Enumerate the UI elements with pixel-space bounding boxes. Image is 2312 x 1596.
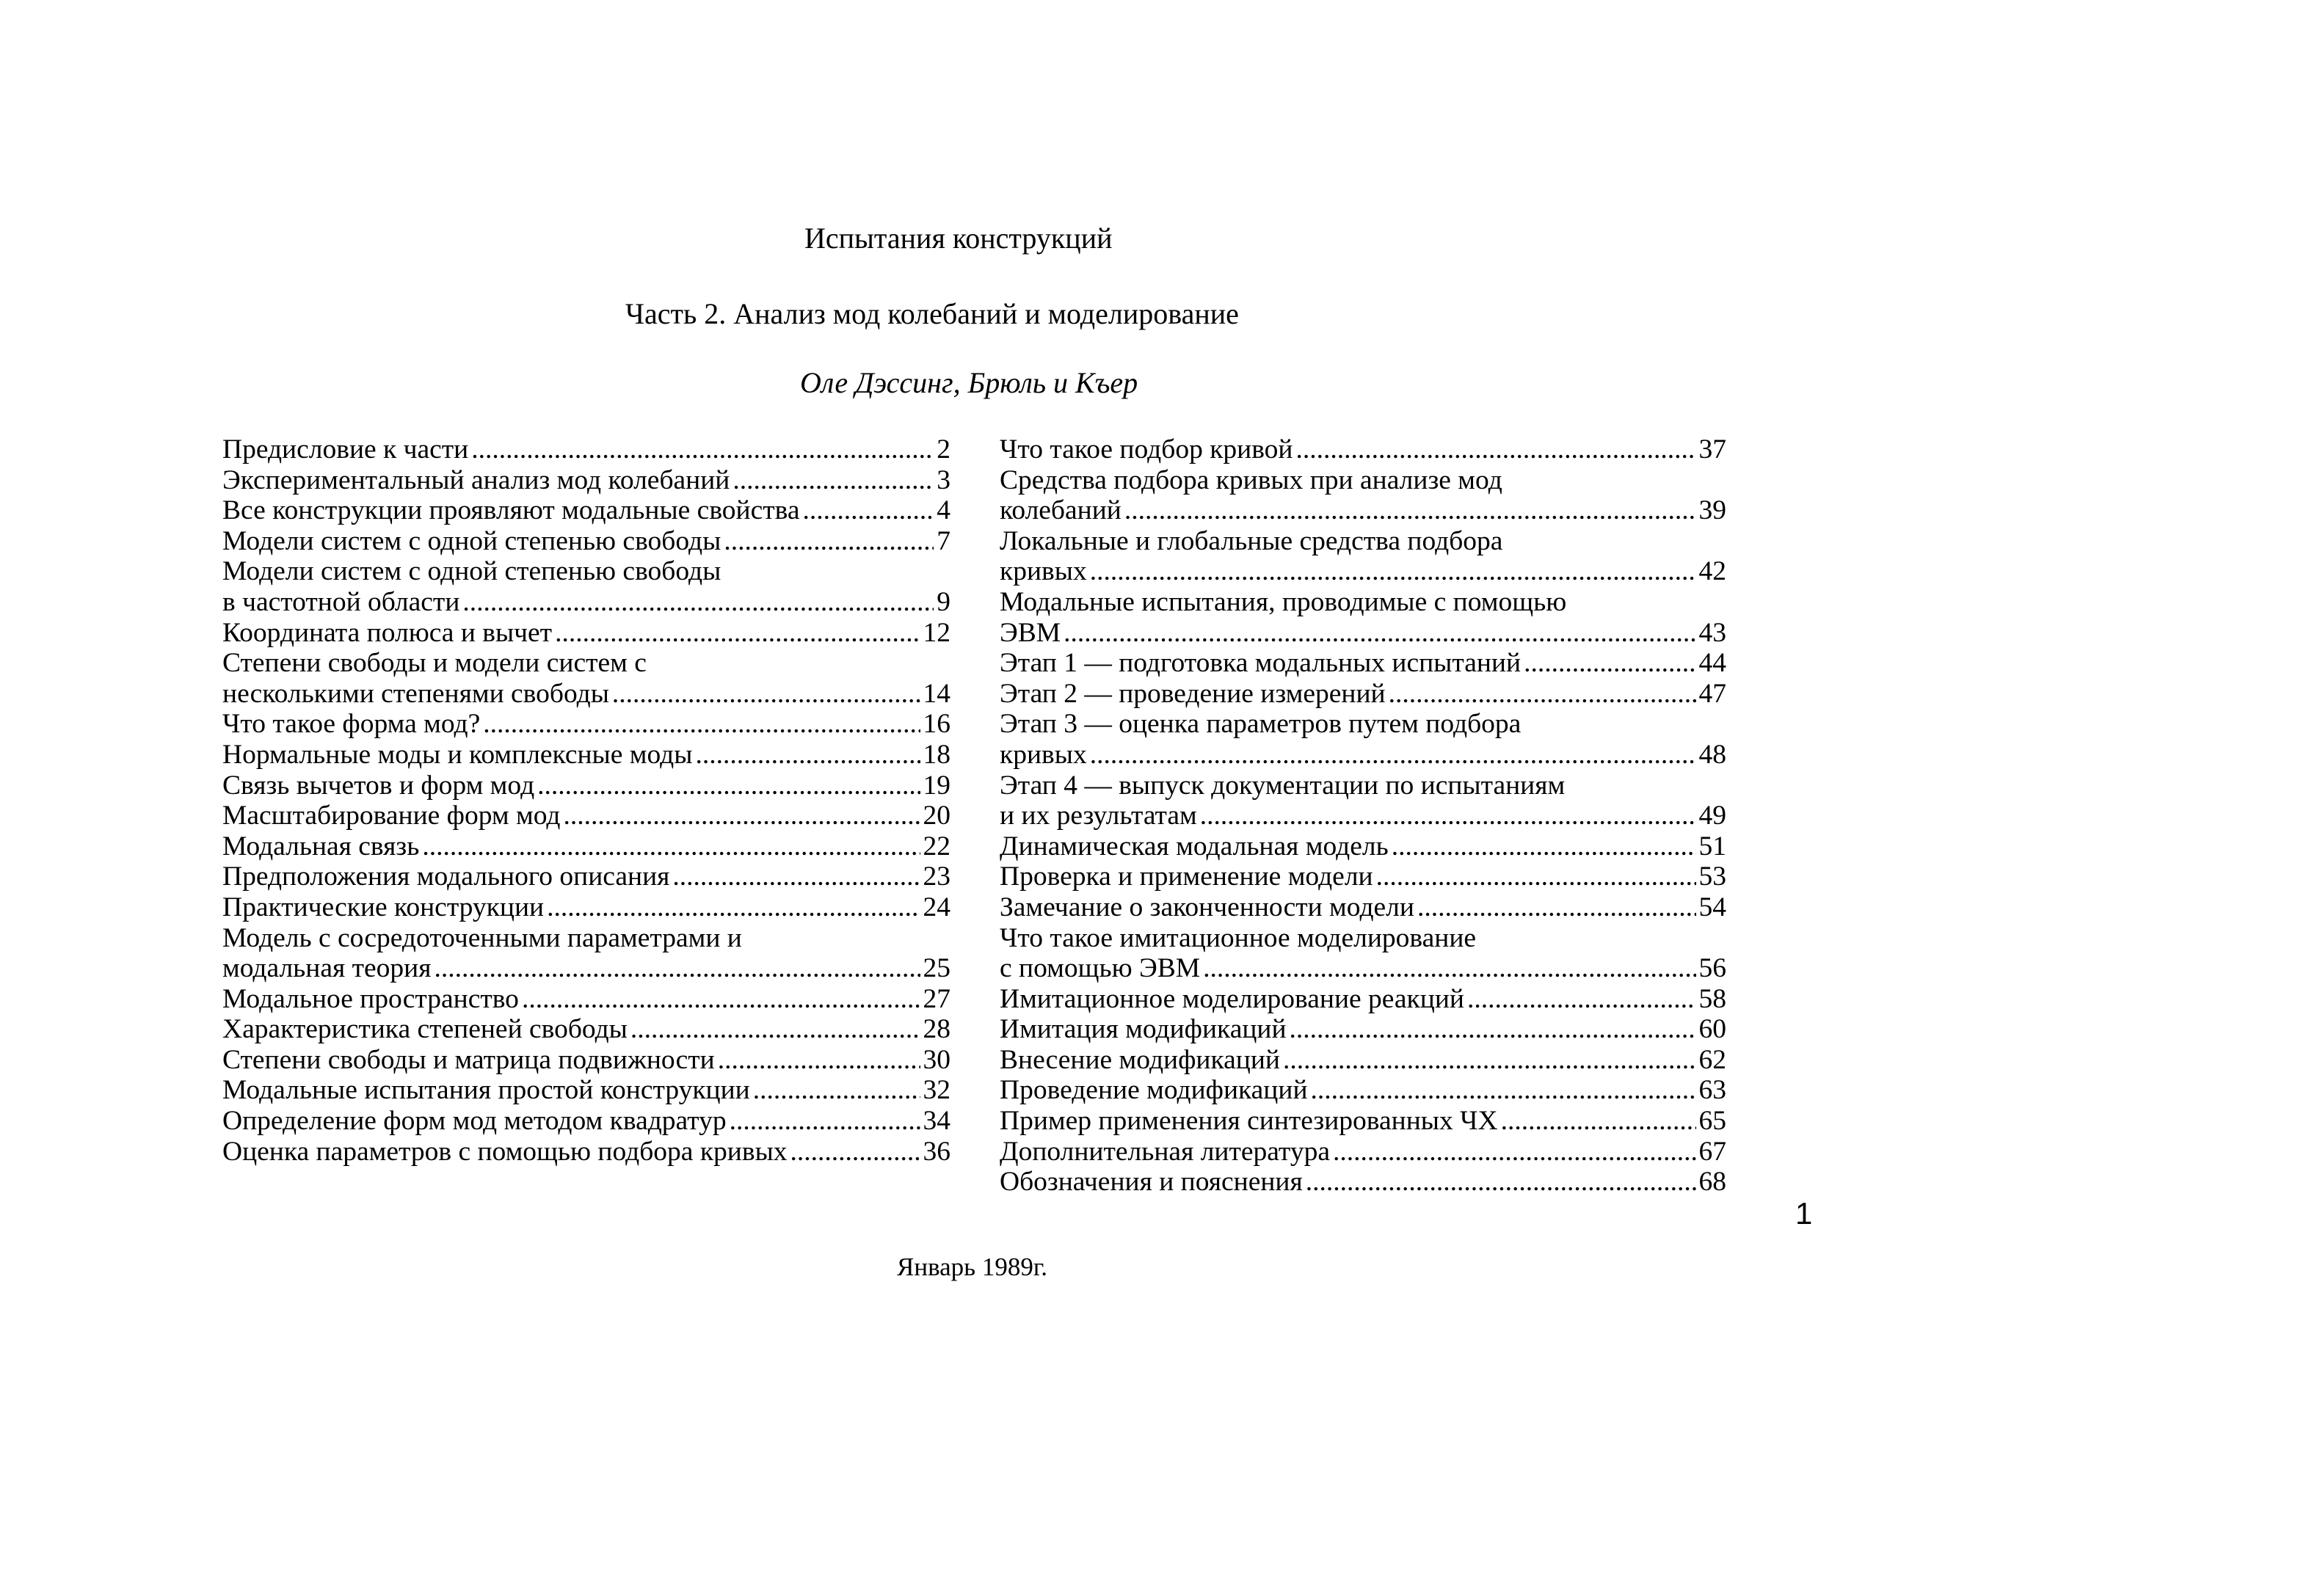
- toc-entry: [222, 984, 950, 1015]
- toc-entry-line: [222, 831, 950, 862]
- toc-dot-leader: [1389, 679, 1696, 710]
- toc-entry-line: [222, 1045, 950, 1076]
- toc-entry-title: Экспериментальный анализ мод колебаний: [222, 464, 730, 495]
- toc-entry-page: 25: [923, 953, 950, 984]
- toc-entry-line: [1000, 984, 1726, 1015]
- toc-dot-leader: [547, 892, 920, 923]
- toc-dot-leader: [1333, 1137, 1696, 1167]
- toc-entry-line: [222, 740, 950, 770]
- toc-entry: [1000, 831, 1726, 862]
- toc-entry-line: [222, 892, 950, 923]
- toc-entry-page: 44: [1698, 648, 1726, 679]
- toc-entry-page: 12: [923, 617, 950, 648]
- toc-entry-page: 68: [1698, 1167, 1726, 1198]
- toc-entry-title: кривых: [1000, 739, 1087, 770]
- toc-entry-page: 65: [1698, 1106, 1726, 1137]
- toc-entry: [1000, 648, 1726, 679]
- toc-entry-line: [1000, 1014, 1726, 1045]
- toc-dot-leader: [1376, 861, 1696, 892]
- toc-entry-page: 28: [923, 1014, 950, 1045]
- toc-dot-leader: [790, 1137, 920, 1167]
- toc-entry-line: [1000, 831, 1726, 862]
- document-date: Январь 1989г.: [897, 1253, 1048, 1281]
- toc-entry-page: 63: [1698, 1075, 1726, 1106]
- toc-dot-leader: [483, 709, 920, 740]
- toc-dot-leader: [1290, 1014, 1696, 1045]
- toc-entry-title: Модальная связь: [222, 831, 420, 861]
- toc-entry: [1000, 709, 1726, 770]
- toc-entry-line: [222, 801, 950, 831]
- toc-entry-line: [1000, 648, 1726, 679]
- toc-entry-title: Имитация модификаций: [1000, 1014, 1287, 1045]
- toc-entry-page: 9: [937, 586, 950, 617]
- toc-entry-page: 67: [1698, 1136, 1726, 1167]
- toc-dot-leader: [672, 861, 920, 892]
- toc-entry-line: [1000, 1075, 1726, 1106]
- toc-entry-line: [1000, 1167, 1726, 1198]
- toc-dot-leader: [1124, 495, 1696, 526]
- toc-dot-leader: [1296, 434, 1696, 465]
- toc-entry-title: Все конструкции проявляют модальные свойства: [222, 495, 800, 526]
- toc-dot-leader: [1524, 648, 1695, 679]
- toc-entry: [222, 1106, 950, 1137]
- toc-entry-page: 7: [937, 525, 950, 556]
- toc-entry-line: [222, 709, 950, 740]
- toc-dot-leader: [724, 526, 934, 557]
- toc-dot-leader: [1501, 1106, 1696, 1137]
- toc-entry-page: 47: [1698, 678, 1726, 709]
- toc-entry-title: в частотной области: [222, 586, 460, 617]
- toc-entry-title: Этап 2 — проведение измерений: [1000, 678, 1386, 709]
- toc-entry-line: [1000, 801, 1726, 831]
- toc-entry-line: [222, 1106, 950, 1137]
- toc-entry-title: Динамическая модальная модель: [1000, 831, 1389, 861]
- toc-entry-title: Замечание о законченности модели: [1000, 892, 1414, 922]
- toc-entry-title: Модальное пространство: [222, 983, 519, 1014]
- toc-entry-title: Оценка параметров с помощью подбора кривых: [222, 1136, 788, 1167]
- toc-entry-line: [1000, 434, 1726, 465]
- toc-entry-line: [1000, 1106, 1726, 1137]
- toc-entry-page: 37: [1698, 434, 1726, 464]
- toc-entry-page: 49: [1698, 801, 1726, 831]
- toc-entry-line: [1000, 618, 1726, 649]
- toc-dot-leader: [537, 770, 920, 801]
- toc-entry-page: 24: [923, 892, 950, 922]
- toc-entry: [222, 1014, 950, 1045]
- toc-entry-title-line: Модели систем с одной степенью свободы: [222, 556, 721, 587]
- toc-dot-leader: [1392, 831, 1696, 862]
- toc-entry-title: Характеристика степеней свободы: [222, 1014, 628, 1045]
- toc-entry-page: 14: [923, 678, 950, 709]
- toc-entry-line: [222, 984, 950, 1015]
- toc-dot-leader: [422, 831, 920, 862]
- toc-dot-leader: [1203, 953, 1695, 984]
- toc-entry: [222, 556, 950, 617]
- toc-entry-line: [1000, 953, 1726, 984]
- toc-dot-leader: [1090, 740, 1696, 770]
- toc-entry-title: Что такое форма мод?: [222, 709, 481, 740]
- toc-entry-title-line: Степени свободы и модели систем с: [222, 648, 647, 679]
- toc-dot-leader: [563, 801, 920, 831]
- toc-entry: [222, 434, 950, 465]
- document-subtitle: Часть 2. Анализ мод колебаний и моделирование: [625, 297, 1239, 330]
- toc-dot-leader: [555, 618, 920, 649]
- toc-dot-leader: [1090, 556, 1696, 587]
- toc-dot-leader: [522, 984, 920, 1015]
- toc-entry-title: Связь вычетов и форм мод: [222, 770, 535, 801]
- toc-entry: [222, 465, 950, 496]
- toc-entry-title: Этап 1 — подготовка модальных испытаний: [1000, 648, 1522, 679]
- toc-entry-page: 34: [923, 1106, 950, 1137]
- toc-entry-page: 56: [1698, 953, 1726, 984]
- toc-entry-title: и их результатам: [1000, 801, 1197, 831]
- toc-entry: [1000, 1075, 1726, 1106]
- toc-entry-title-line: Этап 3 — оценка параметров путем подбора: [1000, 709, 1522, 740]
- toc-dot-leader: [471, 434, 934, 465]
- toc-entry-page: 3: [937, 464, 950, 495]
- toc-entry-page: 48: [1698, 739, 1726, 770]
- toc-entry-line: [1000, 679, 1726, 710]
- toc-entry-line: [222, 526, 950, 557]
- toc-dot-leader: [1467, 984, 1696, 1015]
- toc-entry-page: 60: [1698, 1014, 1726, 1045]
- toc-entry-title-line: Модель с сосредоточенными параметрами и: [222, 922, 742, 953]
- toc-entry-page: 16: [923, 709, 950, 740]
- toc-entry: [222, 1045, 950, 1076]
- toc-entry-title: Внесение модификаций: [1000, 1044, 1280, 1075]
- toc-entry-line: [1000, 495, 1726, 526]
- document-title: Испытания конструкций: [804, 222, 1113, 255]
- toc-entry: [222, 861, 950, 892]
- toc-entry-line: [222, 1075, 950, 1106]
- toc-entry-page: 58: [1698, 983, 1726, 1014]
- toc-entry-title: Что такое подбор кривой: [1000, 434, 1293, 464]
- toc-entry-line: [222, 953, 950, 984]
- toc-entry: [222, 892, 950, 923]
- toc-entry-title-line: Средства подбора кривых при анализе мод: [1000, 464, 1502, 495]
- toc-entry-line: [222, 495, 950, 526]
- toc-dot-leader: [612, 679, 920, 710]
- toc-entry-title: Практические конструкции: [222, 892, 545, 922]
- toc-entry-line: [1000, 1045, 1726, 1076]
- toc-entry: [1000, 923, 1726, 984]
- toc-entry: [222, 1075, 950, 1106]
- toc-entry-page: 30: [923, 1044, 950, 1075]
- toc-entry-line: [1000, 1137, 1726, 1167]
- toc-entry: [222, 648, 950, 709]
- toc-dot-leader: [462, 587, 934, 618]
- toc-dot-leader: [730, 1106, 920, 1137]
- toc-entry: [1000, 587, 1726, 648]
- toc-entry: [1000, 770, 1726, 831]
- toc-entry-line: [222, 434, 950, 465]
- toc-entry: [1000, 1014, 1726, 1045]
- toc-left-column: [222, 434, 950, 1167]
- toc-entry: [1000, 1137, 1726, 1167]
- toc-entry-page: 43: [1698, 617, 1726, 648]
- toc-entry: [222, 1137, 950, 1167]
- toc-entry-line: [222, 1137, 950, 1167]
- toc-entry-line: [222, 587, 950, 618]
- toc-entry: [1000, 679, 1726, 710]
- toc-entry: [1000, 861, 1726, 892]
- toc-entry: [222, 709, 950, 740]
- toc-entry-page: 19: [923, 770, 950, 801]
- toc-dot-leader: [1283, 1045, 1696, 1076]
- toc-entry-title: модальная теория: [222, 953, 432, 984]
- toc-right-column: [1000, 434, 1726, 1198]
- toc-entry-title: Предположения модального описания: [222, 861, 670, 892]
- toc-entry: [222, 618, 950, 649]
- toc-dot-leader: [695, 740, 920, 770]
- toc-entry-page: 2: [937, 434, 950, 464]
- toc-entry-line: [1000, 740, 1726, 770]
- toc-entry: [222, 526, 950, 557]
- toc-entry-title: Обозначения и пояснения: [1000, 1167, 1303, 1198]
- toc-dot-leader: [1306, 1167, 1696, 1198]
- toc-entry-title: Предисловие к части: [222, 434, 469, 464]
- toc-entry-title: Степени свободы и матрица подвижности: [222, 1044, 715, 1075]
- toc-entry-line: [222, 465, 950, 496]
- toc-entry-title: ЭВМ: [1000, 617, 1061, 648]
- toc-entry-page: 18: [923, 739, 950, 770]
- toc-entry-page: 36: [923, 1136, 950, 1167]
- toc-entry-page: 53: [1698, 861, 1726, 892]
- toc-dot-leader: [434, 953, 920, 984]
- toc-entry-page: 20: [923, 801, 950, 831]
- toc-entry: [1000, 1167, 1726, 1198]
- toc-entry: [222, 740, 950, 770]
- toc-entry-title: Дополнительная литература: [1000, 1136, 1330, 1167]
- toc-dot-leader: [753, 1075, 920, 1106]
- toc-entry-title: Модели систем с одной степенью свободы: [222, 525, 721, 556]
- toc-entry-title: Пример применения синтезированных ЧХ: [1000, 1106, 1498, 1137]
- toc-entry-title-line: Модальные испытания, проводимые с помощью: [1000, 586, 1567, 617]
- toc-entry-title: Имитационное моделирование реакций: [1000, 983, 1464, 1014]
- toc-entry-page: 4: [937, 495, 950, 526]
- toc-entry-title-line: Локальные и глобальные средства подбора: [1000, 525, 1503, 556]
- toc-entry-line: [1000, 556, 1726, 587]
- toc-entry-title-line: Что такое имитационное моделирование: [1000, 922, 1477, 953]
- toc-entry-title-line: Этап 4 — выпуск документации по испытаниям: [1000, 770, 1566, 801]
- toc-entry-page: 39: [1698, 495, 1726, 526]
- toc-entry-page: 27: [923, 983, 950, 1014]
- toc-entry-title: Проведение модификаций: [1000, 1075, 1308, 1106]
- toc-entry: [222, 770, 950, 801]
- toc-entry-title: несколькими степенями свободы: [222, 678, 609, 709]
- toc-entry: [222, 923, 950, 984]
- toc-dot-leader: [802, 495, 934, 526]
- toc-entry-line: [222, 861, 950, 892]
- toc-dot-leader: [733, 465, 934, 496]
- toc-entry-line: [222, 770, 950, 801]
- toc-entry-page: 54: [1698, 892, 1726, 922]
- toc-entry: [1000, 526, 1726, 587]
- toc-entry-page: 32: [923, 1075, 950, 1106]
- toc-entry-title: Масштабирование форм мод: [222, 801, 561, 831]
- toc-dot-leader: [630, 1014, 920, 1045]
- toc-entry-title: колебаний: [1000, 495, 1122, 526]
- toc-dot-leader: [1064, 618, 1695, 649]
- toc-entry-title: Определение форм мод методом квадратур: [222, 1106, 727, 1137]
- toc-entry-line: [222, 618, 950, 649]
- toc-entry-title: Проверка и применение модели: [1000, 861, 1373, 892]
- toc-entry-line: [222, 679, 950, 710]
- toc-entry: [222, 801, 950, 831]
- toc-entry-line: [1000, 892, 1726, 923]
- toc-entry-title: Модальные испытания простой конструкции: [222, 1075, 750, 1106]
- toc-entry-page: 23: [923, 861, 950, 892]
- toc-dot-leader: [1200, 801, 1696, 831]
- toc-entry-page: 22: [923, 831, 950, 861]
- toc-entry: [222, 831, 950, 862]
- page-number: 1: [1795, 1196, 1813, 1231]
- toc-entry-title: кривых: [1000, 556, 1087, 587]
- toc-entry: [1000, 892, 1726, 923]
- document-author: Оле Дэссинг, Брюль и Къер: [800, 366, 1138, 399]
- toc-entry-line: [222, 1014, 950, 1045]
- toc-dot-leader: [1417, 892, 1696, 923]
- toc-entry-page: 42: [1698, 556, 1726, 587]
- toc-entry: [222, 495, 950, 526]
- toc-entry: [1000, 434, 1726, 465]
- toc-entry-page: 51: [1698, 831, 1726, 861]
- toc-dot-leader: [718, 1045, 920, 1076]
- toc-entry: [1000, 1106, 1726, 1137]
- toc-entry-title: Координата полюса и вычет: [222, 617, 553, 648]
- toc-entry: [1000, 465, 1726, 526]
- toc-entry-page: 62: [1698, 1044, 1726, 1075]
- toc-entry: [1000, 1045, 1726, 1076]
- toc-dot-leader: [1311, 1075, 1696, 1106]
- toc-entry-title: Нормальные моды и комплексные моды: [222, 739, 693, 770]
- toc-entry-title: с помощью ЭВМ: [1000, 953, 1201, 984]
- toc-entry-line: [1000, 861, 1726, 892]
- toc-entry: [1000, 984, 1726, 1015]
